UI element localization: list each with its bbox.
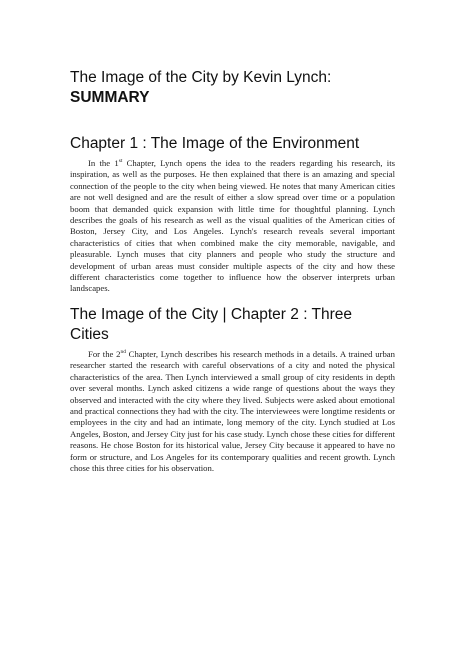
chapter-2-para-start: For the 2 (88, 348, 121, 359)
title-subtitle: SUMMARY (70, 89, 150, 106)
chapter-2-ordinal: nd (120, 348, 126, 355)
chapter-1-para-rest: Chapter, Lynch opens the idea to the readers regarding his research, its inspiration, as well as the purposes. He then explained that there is an amazing and special connection of the people to the city when being viewed. He notes that many American cities are not well designed and are the result of either a slow spread over time or a population boom that demanded quick expansion with little time for thoughtful planning. Lynch describes the goals of his research as well as the visual qualities of the American cities of Boston, Jersey City, and Los Angeles. Lynch's research reveals several important characteristics of cities that when combined make the city memorable, navigable, and pleasurable. Lynch muses that city planners and people who study the structure and development of urban areas must consider multiple aspects of the city and how these different characteristics come together to influence how the observer interprets urban landscapes. (70, 158, 395, 294)
chapter-1-para-start: In the 1 (88, 158, 119, 168)
document-title (70, 68, 395, 108)
chapter-1-paragraph (70, 158, 395, 295)
chapter-2-para-rest: Chapter, Lynch describes his research methods in a details. A trained urban researcher started the research with careful observations of a city and noted the physical characteristics of the area. Then Lynch interviewed a small group of city residents in depth over several months. Lynch asked citizens a wide range of questions about the ways they observed and interacted with the city where they lived. Subjects were asked about emotional and practical connections they had with the city. The interviewees were longtime residents or employees in the city and had an intimate, long memory of the city. Lynch studied at Los Angeles, Boston, and Jersey City just for his case study. Lynch chose these cities for different reasons. He chose Boston for its historical value, Jersey City because it appeared to have no form or structure, and Los Angeles for its contemporary qualities and recent growth. Lynch chose this three cities for his observation. (70, 348, 395, 473)
chapter-2-heading: The Image of the City | Chapter 2 : Three Cities (70, 305, 353, 343)
chapter-2-paragraph (70, 349, 395, 474)
chapter-1-heading: Chapter 1 : The Image of the Environment (70, 135, 360, 152)
title-main: The Image of the City by Kevin Lynch: (70, 69, 332, 86)
chapter-1-ordinal: st (118, 158, 123, 165)
